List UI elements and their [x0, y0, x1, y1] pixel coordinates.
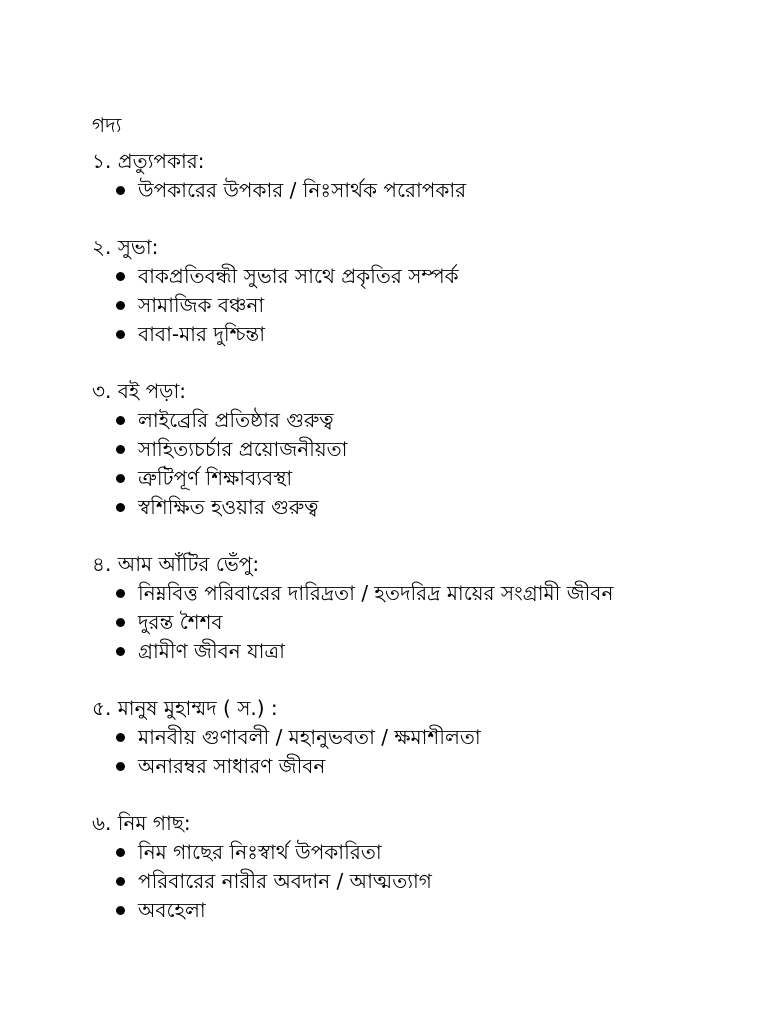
list-item-text: লাইব্রেরি প্রতিষ্ঠার গুরুত্ব	[138, 408, 334, 432]
list-item-text: অবহেলা	[138, 898, 206, 922]
bullet-icon	[116, 647, 125, 656]
section	[92, 693, 732, 781]
list-item-text: মানবীয় গুণাবলী / মহানুভবতা / ক্ষমাশীলতা	[138, 725, 481, 749]
bullet-icon	[116, 301, 125, 310]
bullet-icon	[116, 906, 125, 915]
bullet-icon	[116, 272, 125, 281]
section	[92, 549, 732, 666]
list-item	[116, 464, 732, 493]
section	[92, 376, 732, 522]
document-heading: গদ্য	[92, 113, 122, 137]
list-item-text: স্বশিক্ষিত হওয়ার গুরুত্ব	[138, 495, 319, 519]
section-title: ৫. মানুষ মুহাম্মদ ( স.) :	[92, 696, 278, 720]
document-page	[92, 108, 732, 952]
section-title: ১. প্রত্যুপকার:	[92, 149, 205, 173]
list-item-text: সাহিত্যচর্চার প্রয়োজনীয়তা	[138, 437, 348, 461]
list-item-text: অনারম্বর সাধারণ জীবন	[138, 754, 326, 778]
bullet-list	[92, 176, 732, 205]
list-item	[116, 291, 732, 320]
list-item-text: দুরন্ত শৈশব	[138, 610, 223, 634]
list-item	[116, 608, 732, 637]
bullet-icon	[116, 762, 125, 771]
section	[92, 232, 732, 349]
bullet-icon	[116, 733, 125, 742]
list-item	[116, 752, 732, 781]
bullet-icon	[116, 330, 125, 339]
list-item	[116, 896, 732, 925]
list-item	[116, 435, 732, 464]
list-item	[116, 723, 732, 752]
bullet-list	[92, 406, 732, 522]
list-item-text: ত্রুটিপূর্ণ শিক্ষাব্যবস্থা	[138, 466, 293, 490]
list-item	[116, 637, 732, 666]
list-item	[116, 176, 732, 205]
bullet-list	[92, 262, 732, 349]
bullet-icon	[116, 503, 125, 512]
section-title: ৪. আম আঁটির ভেঁপু:	[92, 552, 260, 576]
bullet-icon	[116, 416, 125, 425]
bullet-list	[92, 723, 732, 781]
list-item	[116, 579, 732, 608]
list-item	[116, 493, 732, 522]
bullet-icon	[116, 186, 125, 195]
list-item	[116, 320, 732, 349]
sections-container	[92, 146, 732, 925]
bullet-icon	[116, 445, 125, 454]
bullet-icon	[116, 877, 125, 886]
list-item	[116, 867, 732, 896]
bullet-icon	[116, 618, 125, 627]
bullet-list	[92, 579, 732, 666]
list-item-text: গ্রামীণ জীবন যাত্রা	[138, 639, 285, 663]
list-item	[116, 262, 732, 291]
list-item-text: বাকপ্রতিবন্ধী সুভার সাথে প্রকৃতির সম্পর্ক	[138, 264, 459, 288]
bullet-icon	[116, 848, 125, 857]
list-item-text: সামাজিক বঞ্চনা	[138, 293, 265, 317]
bullet-icon	[116, 589, 125, 598]
section	[92, 146, 732, 205]
section-title: ৩. বই পড়া:	[92, 379, 187, 403]
list-item-text: উপকারের উপকার / নিঃসার্থক পরোপকার	[138, 178, 467, 202]
list-item-text: পরিবারের নারীর অবদান / আত্মত্যাগ	[138, 869, 432, 893]
section-title: ২. সুভা:	[92, 235, 159, 259]
list-item-text: নিম গাছের নিঃস্বার্থ উপকারিতা	[138, 840, 382, 864]
bullet-icon	[116, 474, 125, 483]
section	[92, 808, 732, 925]
bullet-list	[92, 838, 732, 925]
list-item	[116, 406, 732, 435]
list-item	[116, 838, 732, 867]
section-title: ৬. নিম গাছ:	[92, 811, 191, 835]
list-item-text: নিম্নবিত্ত পরিবারের দারিদ্রতা / হতদরিদ্র মায়ের সংগ্রামী জীবন	[138, 581, 614, 605]
list-item-text: বাবা-মার দুশ্চিন্তা	[138, 322, 266, 346]
